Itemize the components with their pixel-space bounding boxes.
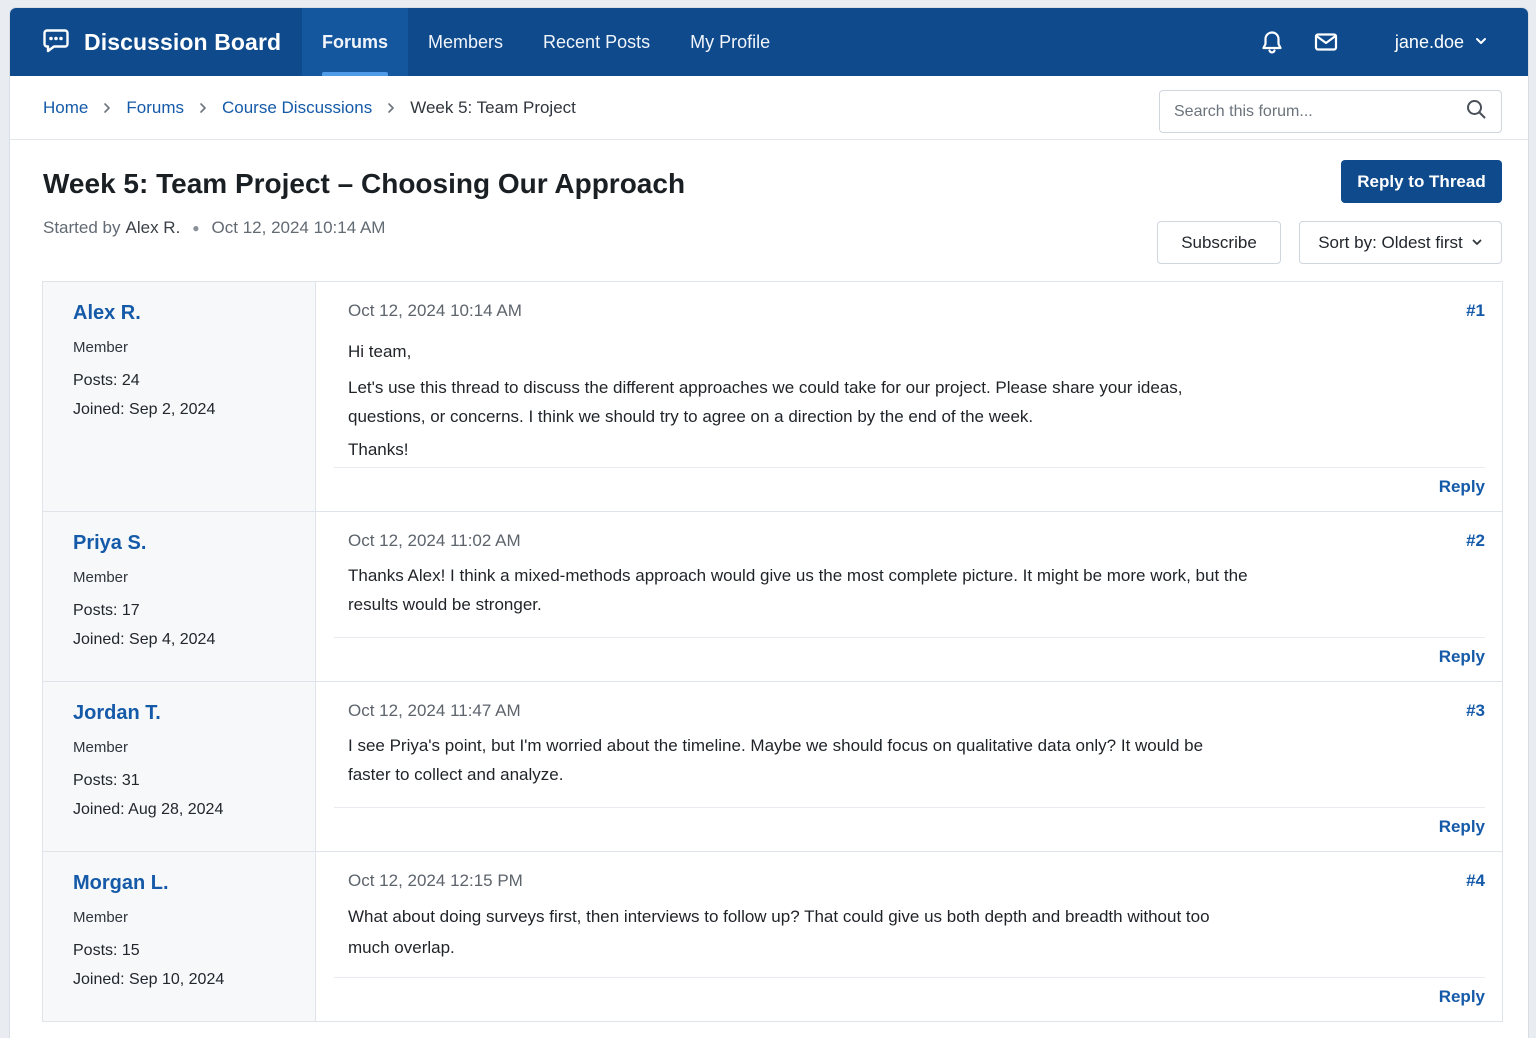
post-list bbox=[42, 281, 1503, 1022]
username: jane.doe bbox=[1394, 31, 1464, 52]
thread-author: Alex R. bbox=[125, 218, 181, 237]
post-content bbox=[316, 852, 1502, 1021]
author-name[interactable]: Morgan L. bbox=[73, 872, 169, 894]
post-body bbox=[348, 901, 1248, 967]
post-paragraph: Hi team, bbox=[348, 342, 412, 361]
author-name[interactable]: Priya S. bbox=[73, 532, 147, 554]
author-post-count: Posts: 17 bbox=[73, 602, 140, 619]
breadcrumb-bar bbox=[10, 76, 1528, 140]
chevron-right-icon bbox=[101, 102, 113, 114]
bell-icon[interactable] bbox=[1259, 29, 1285, 55]
sort-label: Sort by: Oldest first bbox=[1318, 232, 1463, 252]
post-item bbox=[43, 852, 1502, 1022]
post-paragraph: What about doing surveys first, then interviews to follow up? That could give us both depth and breadth without too much overlap. bbox=[348, 907, 1210, 957]
user-menu[interactable] bbox=[1395, 32, 1488, 53]
subscribe-button[interactable]: Subscribe bbox=[1157, 221, 1281, 264]
reply-link[interactable]: Reply bbox=[1438, 477, 1485, 496]
nav-members[interactable]: Members bbox=[428, 31, 504, 52]
author-joined-date: Joined: Aug 28, 2024 bbox=[73, 801, 224, 818]
post-paragraph: Let's use this thread to discuss the different approaches we could take for our project. Please share your ideas, questions, or concerns. I think we should try to agree on a direction by the end of the week. bbox=[348, 378, 1183, 426]
app-window bbox=[10, 8, 1528, 1038]
nav-recent-posts[interactable]: Recent Posts bbox=[543, 31, 651, 52]
thread-meta bbox=[43, 218, 385, 238]
reply-to-thread-button[interactable]: Reply to Thread bbox=[1341, 160, 1502, 203]
breadcrumb-forums[interactable]: Forums bbox=[126, 97, 184, 117]
post-item bbox=[43, 682, 1502, 852]
nav-my-profile[interactable]: My Profile bbox=[690, 31, 771, 52]
author-role: Member bbox=[73, 569, 129, 586]
post-footer bbox=[334, 977, 1485, 1021]
page-title: Week 5: Team Project – Choosing Our Approach bbox=[43, 168, 686, 199]
thread-date: Oct 12, 2024 10:14 AM bbox=[211, 218, 386, 237]
search-input[interactable] bbox=[1174, 103, 1465, 121]
post-date: Oct 12, 2024 11:02 AM bbox=[348, 531, 521, 550]
post-author-panel bbox=[43, 682, 316, 851]
post-content bbox=[316, 682, 1502, 851]
post-number-link[interactable]: #2 bbox=[1466, 531, 1485, 550]
post-number-link[interactable]: #1 bbox=[1466, 301, 1485, 320]
post-paragraph: Thanks! bbox=[348, 440, 409, 459]
brand-title: Discussion Board bbox=[84, 28, 282, 55]
brand[interactable] bbox=[10, 8, 302, 76]
post-author-panel bbox=[43, 512, 316, 681]
chevron-down-icon bbox=[1464, 32, 1488, 53]
post-footer bbox=[334, 637, 1485, 681]
reply-link[interactable]: Reply bbox=[1438, 817, 1485, 836]
chat-bubble-icon bbox=[42, 26, 84, 59]
post-author-panel bbox=[43, 852, 316, 1021]
top-nav bbox=[10, 8, 1528, 76]
post-number-link[interactable]: #3 bbox=[1466, 701, 1485, 720]
mail-icon[interactable] bbox=[1313, 29, 1339, 55]
author-post-count: Posts: 24 bbox=[73, 372, 140, 389]
reply-link[interactable]: Reply bbox=[1438, 987, 1485, 1006]
author-name[interactable]: Jordan T. bbox=[73, 702, 161, 724]
separator-dot: ● bbox=[192, 221, 200, 235]
breadcrumb bbox=[43, 98, 576, 118]
author-name[interactable]: Alex R. bbox=[73, 302, 141, 324]
post-content bbox=[316, 512, 1502, 681]
author-post-count: Posts: 31 bbox=[73, 772, 140, 789]
chevron-right-icon bbox=[385, 102, 397, 114]
reply-link[interactable]: Reply bbox=[1438, 647, 1485, 666]
post-item bbox=[43, 282, 1502, 512]
thread-header bbox=[10, 140, 1528, 280]
author-joined-date: Joined: Sep 4, 2024 bbox=[73, 631, 216, 648]
post-body bbox=[348, 731, 1248, 793]
search-box bbox=[1159, 90, 1502, 133]
started-by-label: Started by bbox=[43, 218, 121, 237]
chevron-down-icon bbox=[1463, 233, 1483, 253]
nav-right bbox=[1231, 8, 1528, 76]
post-item bbox=[43, 512, 1502, 682]
post-date: Oct 12, 2024 12:15 PM bbox=[348, 871, 523, 890]
post-content bbox=[316, 282, 1502, 511]
nav-forums[interactable]: Forums bbox=[302, 8, 408, 76]
chevron-right-icon bbox=[197, 102, 209, 114]
breadcrumb-course-discussions[interactable]: Course Discussions bbox=[221, 97, 373, 117]
post-paragraph: I see Priya's point, but I'm worried about the timeline. Maybe we should focus on qualitative data only? It would be faster to collect and analyze. bbox=[348, 736, 1204, 784]
author-role: Member bbox=[73, 739, 129, 756]
search-icon[interactable] bbox=[1465, 98, 1487, 125]
author-joined-date: Joined: Sep 2, 2024 bbox=[73, 401, 216, 418]
post-body bbox=[348, 337, 1248, 468]
post-date: Oct 12, 2024 10:14 AM bbox=[348, 301, 522, 320]
breadcrumb-home[interactable]: Home bbox=[43, 97, 89, 117]
breadcrumb-current: Week 5: Team Project bbox=[410, 97, 576, 117]
post-paragraph: Thanks Alex! I think a mixed-methods approach would give us the most complete picture. It might be more work, but the results would be stronger. bbox=[348, 566, 1248, 614]
author-post-count: Posts: 15 bbox=[73, 942, 140, 959]
post-body bbox=[348, 561, 1248, 623]
author-joined-date: Joined: Sep 10, 2024 bbox=[73, 971, 225, 988]
author-role: Member bbox=[73, 339, 129, 356]
post-footer bbox=[334, 807, 1485, 851]
author-role: Member bbox=[73, 909, 129, 926]
post-number-link[interactable]: #4 bbox=[1466, 871, 1485, 890]
post-author-panel bbox=[43, 282, 316, 511]
sort-dropdown[interactable] bbox=[1299, 221, 1502, 264]
nav-links bbox=[302, 8, 790, 76]
post-footer bbox=[334, 467, 1485, 511]
post-date: Oct 12, 2024 11:47 AM bbox=[348, 701, 521, 720]
